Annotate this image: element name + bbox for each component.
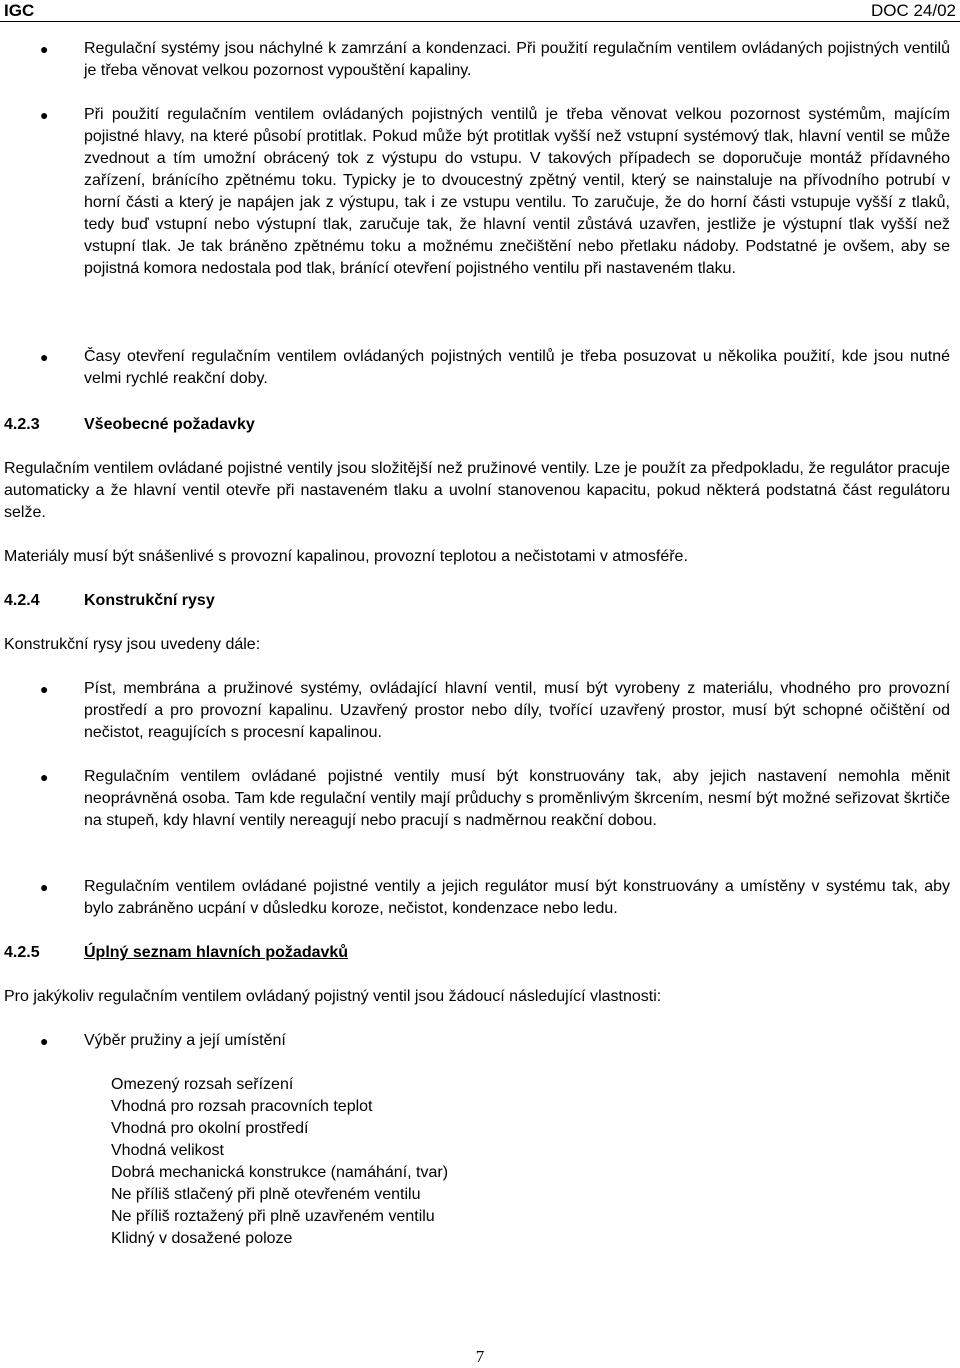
section-title: Všeobecné požadavky bbox=[84, 416, 255, 433]
paragraph: Regulačním ventilem ovládané pojistné ventily jsou složitější než pružinové ventily. Lze je použít za předpokladu, že regulátor pracuje automaticky a že hlavní ventil otevře při nastaveném tlaku a uvolní stanovenou kapacitu, pokud některá podstatná část regulátoru selže. bbox=[4, 460, 950, 521]
list-item: Vhodná pro okolní prostředí bbox=[111, 1120, 309, 1137]
bullet-icon: ● bbox=[40, 681, 49, 697]
header-doc-id: DOC 24/02 bbox=[870, 1, 956, 20]
bullet-text: Regulačním ventilem ovládané pojistné ventily a jejich regulátor musí být konstruovány a umístěny v systému tak, aby bylo zabráněno ucpání v důsledku koroze, nečistot, kondenzace nebo ledu. bbox=[84, 878, 950, 917]
paragraph: Konstrukční rysy jsou uvedeny dále: bbox=[4, 636, 261, 653]
header-org: IGC bbox=[4, 1, 35, 20]
list-item: Ne příliš roztažený při plně uzavřeném ventilu bbox=[111, 1208, 435, 1225]
section-number: 4.2.3 bbox=[4, 416, 40, 433]
bullet-text: Časy otevření regulačním ventilem ovládaných pojistných ventilů je třeba posuzovat u několika použití, kde jsou nutné velmi rychlé reakční doby. bbox=[84, 348, 950, 387]
section-heading bbox=[4, 590, 215, 612]
bullet-icon: ● bbox=[40, 349, 49, 365]
list-item: Ne příliš stlačený při plně otevřeném ventilu bbox=[111, 1186, 421, 1203]
bullet-text: Při použití regulačním ventilem ovládaných pojistných ventilů je třeba věnovat velkou pozornost systémům, majícím pojistné hlavy, na které působí protitlak. Pokud může být protitlak vyšší než vstupní systémový tlak, hlavní ventil se může zvednout a tím umožní obrácený tok z výstupu do vstupu. V takových případech se doporučuje montáž přídavného zařízení, bránícího zpětnému toku. Typicky je to dvoucestný zpětný ventil, který se nainstaluje na přívodního potrubí v horní části a který je napájen jak z výstupu, tak i ze vstupu ventilu. To zaručuje, že do horní části vstupuje vyšší z tlaků, tedy buď vstupní nebo výstupní tlak, zaručuje tak, že hlavní ventil zůstává uzavřen, jestliže je výstupní tlak vyšší než vstupní tlak. Je tak bráněno zpětnému toku a možnému znečištění nebo přetlaku nádoby. Podstatné je ovšem, aby se pojistná komora nedostala pod tlak, bránící otevření pojistného ventilu při nastaveném tlaku. bbox=[84, 106, 950, 277]
list-item: Dobrá mechanická konstrukce (namáhání, tvar) bbox=[111, 1164, 449, 1181]
sub-list bbox=[111, 1074, 448, 1250]
page-header bbox=[0, 0, 960, 22]
bullet-text: Výběr pružiny a její umístění bbox=[84, 1032, 286, 1049]
list-item: Vhodná velikost bbox=[111, 1142, 224, 1159]
list-item: Vhodná pro rozsah pracovních teplot bbox=[111, 1098, 373, 1115]
section-number: 4.2.4 bbox=[4, 592, 40, 609]
page-number: 7 bbox=[475, 1347, 485, 1366]
bullet-icon: ● bbox=[40, 107, 49, 123]
section-title: Úplný seznam hlavních požadavků bbox=[84, 944, 349, 961]
section-heading bbox=[4, 414, 255, 436]
bullet-icon: ● bbox=[40, 1033, 49, 1049]
list-item: Omezený rozsah seřízení bbox=[111, 1076, 294, 1093]
bullet-icon: ● bbox=[40, 769, 49, 785]
section-number: 4.2.5 bbox=[4, 944, 40, 961]
section-heading bbox=[4, 942, 348, 964]
bullet-icon: ● bbox=[40, 879, 49, 895]
section-title: Konstrukční rysy bbox=[84, 592, 215, 609]
bullet-text: Regulační systémy jsou náchylné k zamrzání a kondenzaci. Při použití regulačním ventilem ovládaných pojistných ventilů je třeba věnovat velkou pozornost vypouštění kapaliny. bbox=[84, 40, 950, 79]
list-item: Klidný v dosažené poloze bbox=[111, 1230, 293, 1247]
paragraph: Pro jakýkoliv regulačním ventilem ovládaný pojistný ventil jsou žádoucí následující vlastnosti: bbox=[4, 988, 662, 1005]
bullet-text: Regulačním ventilem ovládané pojistné ventily musí být konstruovány tak, aby jejich nastavení nemohla měnit neoprávněná osoba. Tam kde regulační ventily mají průduchy s proměnlivým škrcením, nesmí být možné seřizovat škrtiče na stupeň, kdy hlavní ventily nereagují nebo pracují s nadměrnou reakční dobou. bbox=[84, 768, 950, 829]
paragraph: Materiály musí být snášenlivé s provozní kapalinou, provozní teplotou a nečistotami v atmosféře. bbox=[4, 548, 688, 565]
bullet-icon: ● bbox=[40, 41, 49, 57]
bullet-text: Píst, membrána a pružinové systémy, ovládající hlavní ventil, musí být vyrobeny z materiálu, vhodného pro provozní prostředí a pro provozní kapalinu. Uzavřený prostor nebo díly, tvořící uzavřený prostor, musí být schopné očištění od nečistot, reagujících s procesní kapalinou. bbox=[84, 680, 950, 741]
